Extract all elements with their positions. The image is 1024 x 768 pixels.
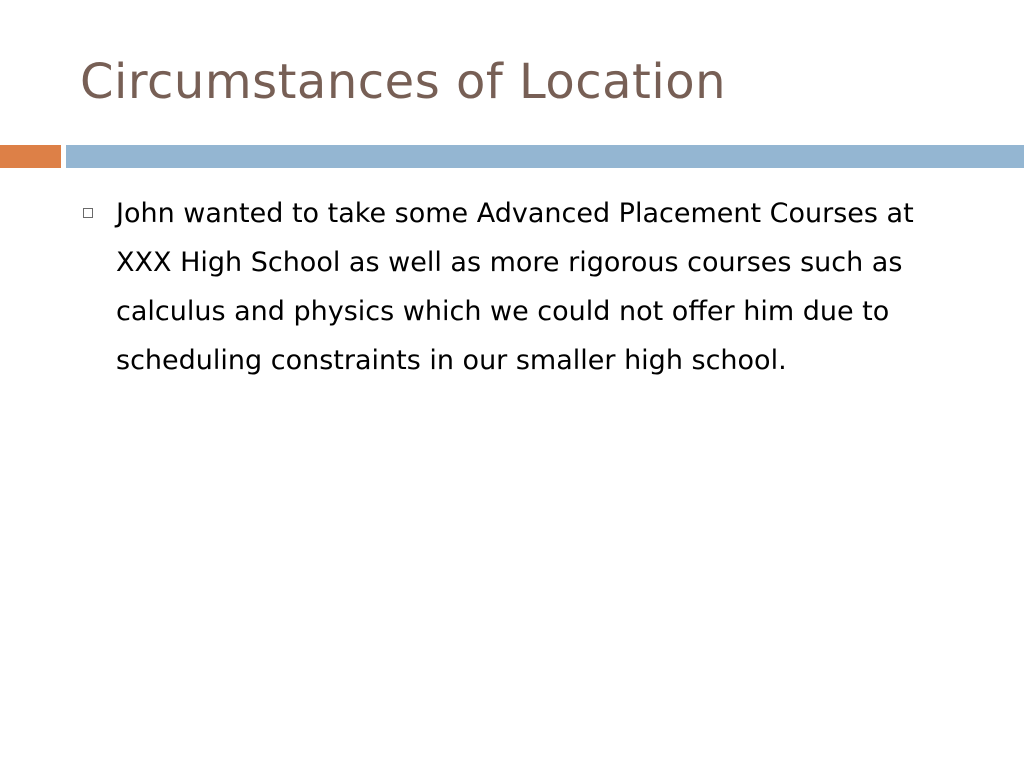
slide-title: Circumstances of Location (80, 54, 726, 110)
bullet-text: John wanted to take some Advanced Placement Courses at XXX High School as well as more rigorous courses such as calculus and physics which we could not offer him due to scheduling constraints in our smaller high school. (116, 198, 914, 376)
slide-body (80, 189, 980, 385)
bullet-item (80, 189, 980, 385)
title-rule-bar (66, 145, 1024, 168)
hollow-square-bullet-icon (83, 208, 93, 218)
accent-bar (0, 145, 61, 168)
